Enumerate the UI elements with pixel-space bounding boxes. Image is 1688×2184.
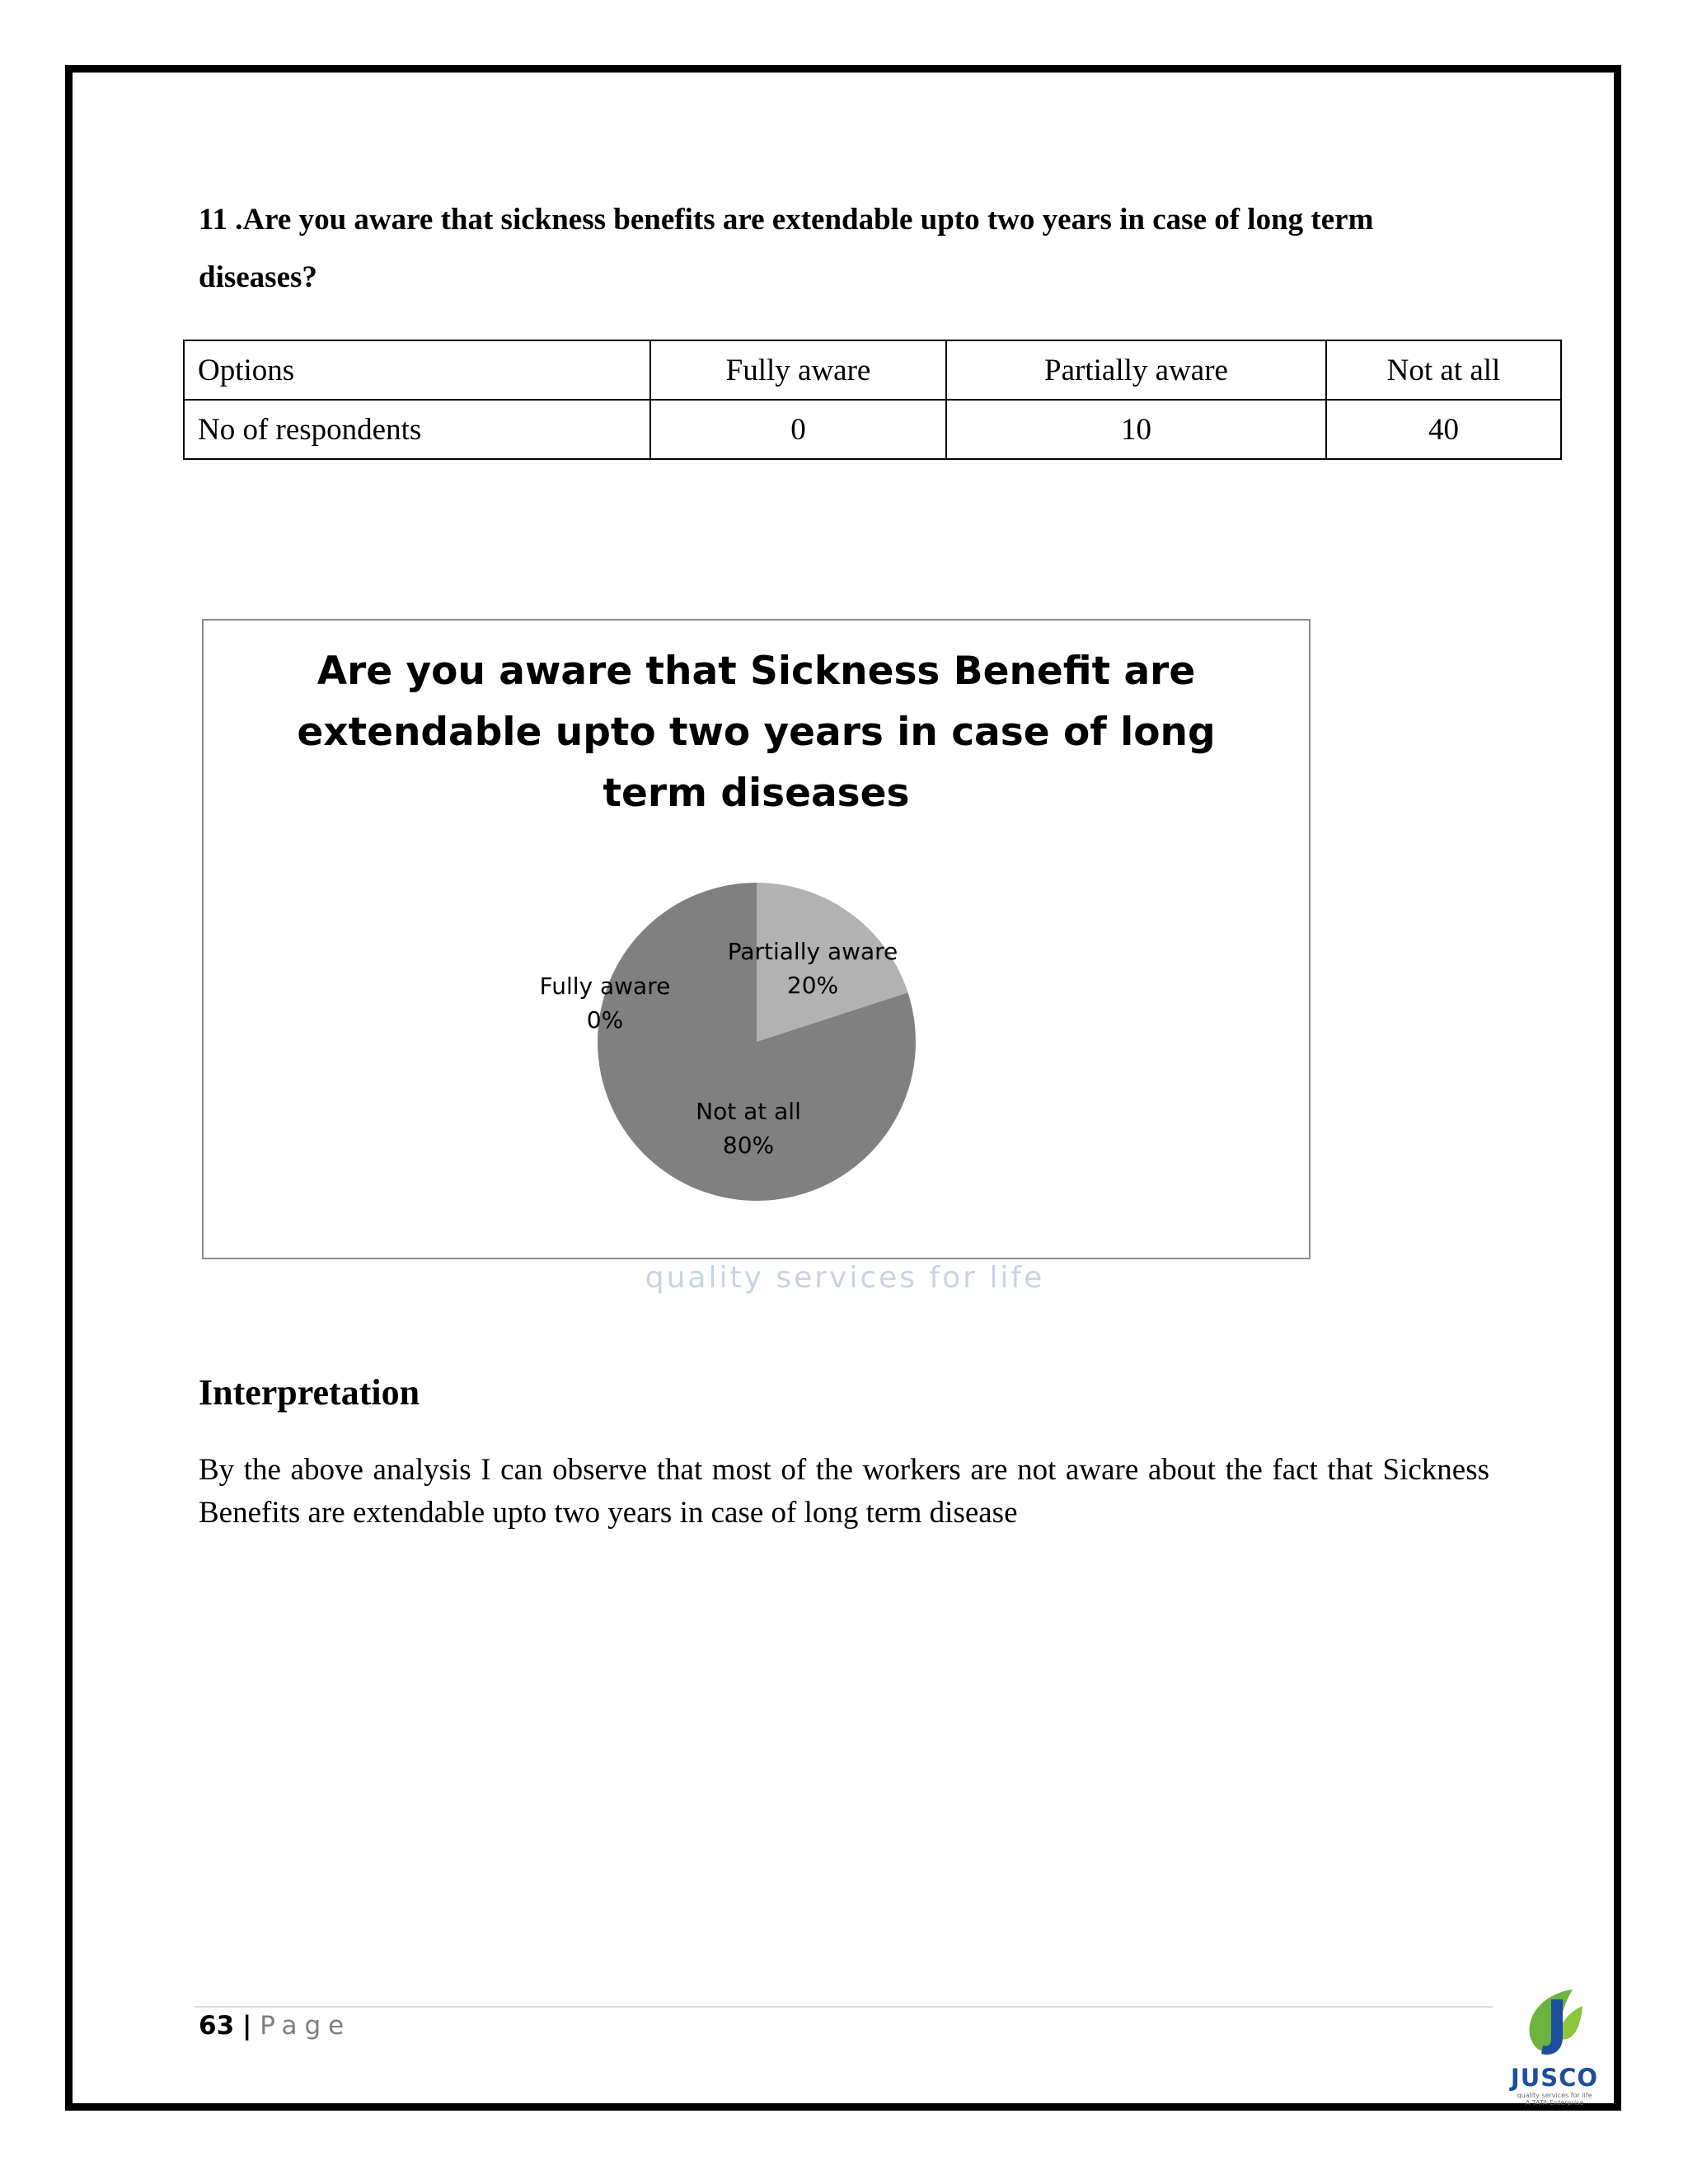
interpretation-text: By the above analysis I can observe that most of the workers are not aware about the fact that Sickness Benefits are extendable upto two years in case of long term disease xyxy=(199,1453,1489,1530)
chart-title-line: term diseases xyxy=(603,771,910,816)
pie-data-label-name: Fully aware xyxy=(539,972,671,1000)
logo-wordmark: JUSCO xyxy=(1510,2064,1599,2092)
table-cell: 40 xyxy=(1326,400,1561,459)
table-cell: No of respondents xyxy=(184,400,650,459)
table-cell: Not at all xyxy=(1326,340,1561,400)
table-cell: Partially aware xyxy=(946,340,1326,400)
chart-title-line: Are you aware that Sickness Benefit are xyxy=(316,649,1196,694)
page-word: Page xyxy=(260,2011,352,2041)
interpretation-heading: Interpretation xyxy=(199,1372,420,1413)
logo-tagline xyxy=(1505,2092,1604,2107)
leaf-icon xyxy=(1523,1986,1586,2064)
pie-data-label-percent: 80% xyxy=(722,1132,775,1159)
jusco-logo xyxy=(1505,1986,1604,2110)
pie-data-label-name: Partially aware xyxy=(727,938,898,965)
logo-tagline-line: quality services for life xyxy=(1517,2092,1592,2099)
chart-title-line: extendable upto two years in case of long xyxy=(297,710,1216,755)
pie-data-label-percent: 0% xyxy=(586,1006,624,1033)
footer-divider xyxy=(195,2006,1493,2008)
page-number xyxy=(199,2011,351,2041)
pie-data-label-name: Not at all xyxy=(696,1098,801,1125)
pie-data-label-percent: 20% xyxy=(786,972,839,999)
table-cell: Fully aware xyxy=(650,340,946,400)
logo-tagline-line: A TATA Enterprise xyxy=(1525,2099,1584,2107)
table-cell: 10 xyxy=(946,400,1326,459)
table-cell: 0 xyxy=(650,400,946,459)
question-heading: 11 .Are you aware that sickness benefits are extendable upto two years in case of long term diseases? xyxy=(199,203,1374,294)
page-separator: | xyxy=(242,2011,252,2041)
watermark-text: quality services for life xyxy=(645,1261,1045,1295)
page-number-value: 63 xyxy=(199,2011,235,2041)
table-cell: Options xyxy=(184,340,650,400)
